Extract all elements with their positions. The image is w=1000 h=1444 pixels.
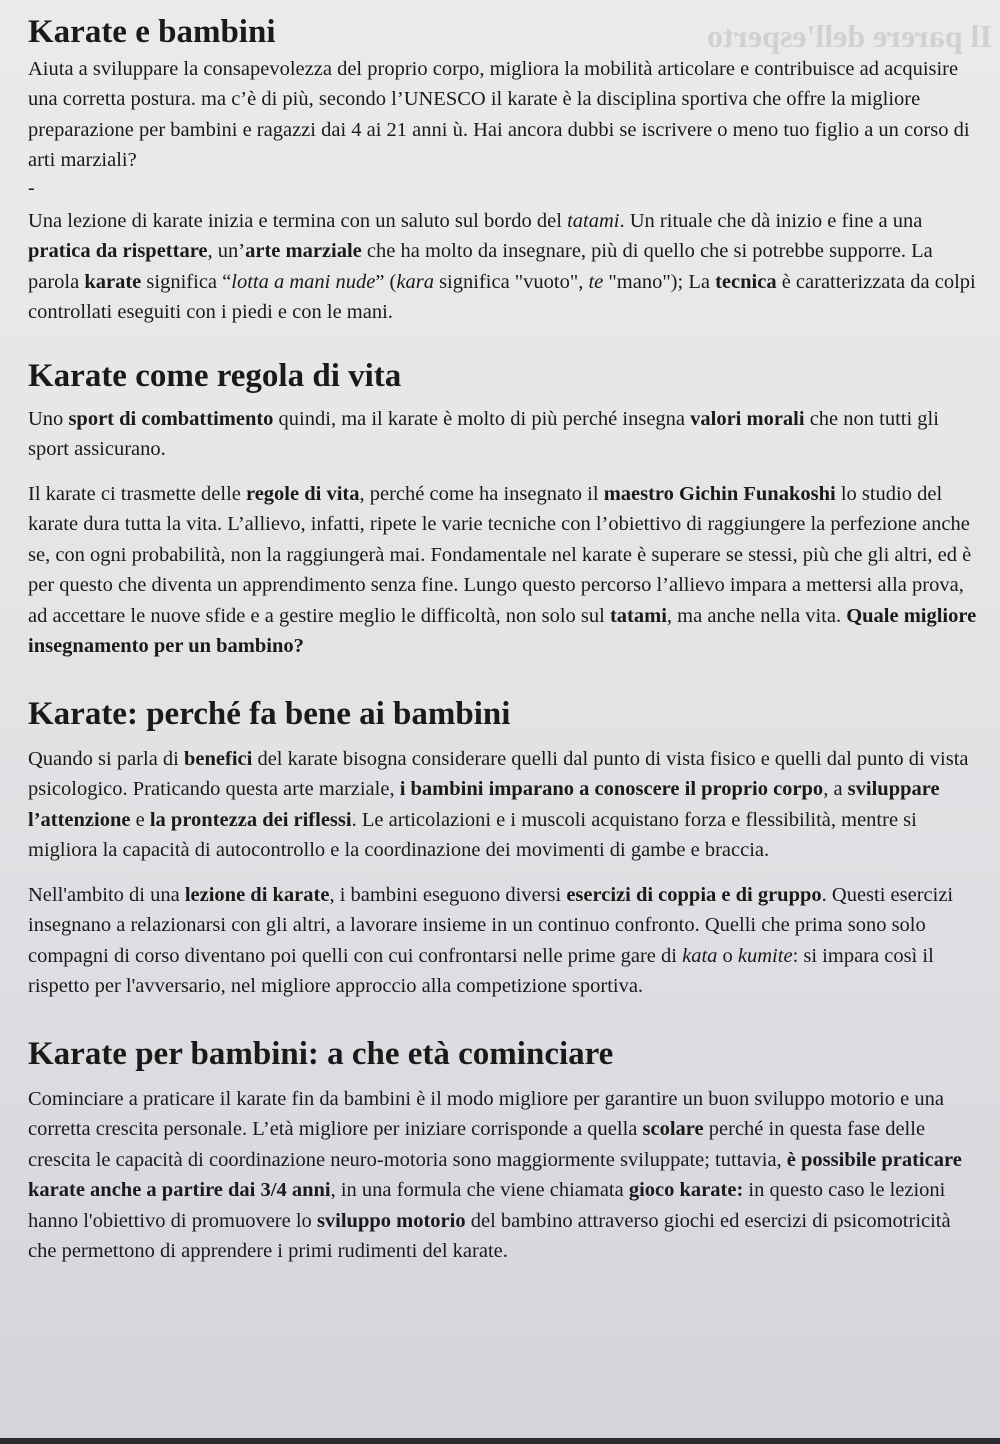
paragraph (28, 404, 980, 465)
section-title: Karate come regola di vita (28, 357, 402, 394)
text-run: Aiuta a sviluppare la consapevolezza del proprio corpo, migliora la mobilità articolare e contribuisce ad acquisire una corretta postura. ma c’è di più, secondo l’UNESCO il karate è la disciplina sportiva che offre la migliore preparazione per bambini e ragazzi dai 4 ai 21 anni ù. Hai ancora dubbi se iscrivere o meno tuo figlio a un corso di arti marziali? (28, 57, 970, 172)
text-run: significa “ (141, 270, 232, 293)
paragraph (28, 54, 980, 176)
bold-text: pratica da rispettare (28, 240, 208, 263)
section-karate-e-bambini (28, 14, 980, 328)
paragraph (28, 880, 980, 1002)
italic-text: kara (396, 270, 434, 293)
text-run: , i bambini eseguono diversi (329, 883, 567, 906)
bold-text: scolare (642, 1118, 704, 1141)
text-run: Una lezione di karate inizia e termina con un saluto sul bordo del (28, 209, 568, 232)
italic-text: kumite (737, 944, 793, 967)
bold-text: lezione di karate (184, 883, 330, 906)
bold-text: maestro Gichin Funakoshi (603, 482, 836, 505)
bold-text: sviluppo motorio (316, 1209, 466, 1232)
bold-text: tecnica (715, 270, 777, 293)
text-run: , a (823, 778, 848, 801)
bold-text: regole di vita (245, 482, 360, 505)
italic-text: tatami (567, 209, 620, 232)
text-run: , perché come ha insegnato il (359, 482, 604, 505)
text-run: quindi, ma il karate è molto di più perché insegna (273, 407, 691, 430)
text-run: o (717, 944, 738, 967)
section-perche-fa-bene (28, 696, 980, 1002)
text-run: in questo caso le lezioni hanno l'obiettivo di promuovere lo (28, 1179, 946, 1232)
text-run: . Le articolazioni e i muscoli acquistano forza e flessibilità, mentre si migliora la capacità di autocontrollo e la coordinazione dei movimenti di gambe e braccia. (28, 808, 917, 862)
text-run: del bambino attraverso giochi ed esercizi di psicomotricità che permettono di apprendere i primi rudimenti del karate. (28, 1209, 951, 1263)
paragraph (28, 206, 980, 328)
paragraph (28, 744, 980, 866)
text-run: . Un rituale che dà inizio e fine a una (619, 209, 923, 232)
bottom-edge (0, 1438, 1000, 1444)
bold-text: karate (84, 270, 142, 293)
text-run: e (130, 808, 150, 831)
text-run: che ha molto da insegnare, più di quello che si potrebbe supporre. La parola (28, 240, 933, 293)
text-run: Quando si parla di (28, 747, 184, 770)
dash-separator: - (28, 176, 35, 199)
section-title: Karate per bambini: a che età cominciare (28, 1035, 614, 1072)
bold-text: gioco karate: (628, 1179, 744, 1202)
paragraph (28, 1084, 980, 1267)
text-run: , ma anche nella vita. (666, 604, 847, 627)
bold-text: è possibile praticare karate anche a partire dai 3/4 anni (28, 1148, 962, 1202)
text-run: , in una formula che viene chiamata (330, 1179, 629, 1202)
bold-text: i bambini imparano a conoscere il proprio corpo (399, 778, 824, 801)
bold-text: arte marziale (245, 240, 362, 263)
text-run: Il karate ci trasmette delle (28, 482, 246, 505)
text-run: Cominciare a praticare il karate fin da bambini è il modo migliore per garantire un buon sviluppo motorio e una corretta crescita personale. L’età migliore per iniziare corrisponde a quella (28, 1087, 944, 1141)
article (28, 14, 980, 1267)
section-title: Karate e bambini (28, 14, 276, 50)
text-run: Nell'ambito di una (28, 883, 185, 906)
text-run: Uno (28, 407, 69, 430)
section-eta-cominciare (28, 1036, 980, 1267)
text-run: ” ( (375, 270, 397, 293)
text-run: perché in questa fase delle crescita le capacità di coordinazione neuro-motoria sono maggiormente sviluppate; tuttavia, (28, 1118, 926, 1171)
paragraph (28, 479, 980, 662)
text-run: . Questi esercizi insegnano a relazionarsi con gli altri, a lavorare insieme in un continuo confronto. Quelli che prima sono solo compagni di corso diventano poi quelli con cui confrontarsi nelle prime gare di (28, 883, 954, 967)
bold-text: Quale migliore insegnamento per un bambino? (28, 604, 977, 658)
bold-text: tatami (609, 604, 667, 627)
bold-text: la prontezza dei riflessi (149, 808, 352, 831)
bold-text: sviluppare l’attenzione (28, 778, 940, 831)
text-run: : si impara così il rispetto per l'avversario, nel migliore approccio alla competizione sportiva. (28, 944, 934, 998)
section-title: Karate: perché fa bene ai bambini (28, 695, 511, 732)
text-run: , un’ (207, 240, 246, 263)
italic-text: te (588, 270, 604, 293)
bold-text: esercizi di coppia e di gruppo (566, 883, 822, 906)
bold-text: valori morali (690, 407, 805, 430)
bold-text: sport di combattimento (68, 407, 274, 430)
text-run: che non tutti gli sport assicurano. (28, 407, 939, 461)
text-run: significa "vuoto", (433, 270, 589, 293)
bold-text: benefici (184, 747, 253, 770)
section-regola-di-vita (28, 358, 980, 662)
italic-text: kata (682, 944, 718, 967)
italic-text: lotta a mani nude (231, 270, 376, 293)
text-run: è caratterizzata da colpi controllati eseguiti con i piedi e con le mani. (28, 270, 976, 324)
text-run: lo studio del karate dura tutta la vita. L’allievo, infatti, ripete le varie tecniche con l’obiettivo di raggiungere la perfezione anche se, con ogni probabilità, non la raggiungerà mai. Fondamentale nel karate è superare se stessi, più che gli altri, ed è per questo che diventa un apprendimento senza fine. Lungo questo percorso l’allievo impara a mettersi alla prova, ad accettare le nuove sfide e a gestire meglio le difficoltà, non solo sul (28, 482, 972, 627)
text-run: "mano"); La (603, 270, 716, 293)
text-run: del karate bisogna considerare quelli dal punto di vista fisico e quelli dal punto di vista psicologico. Praticando questa arte marziale, (28, 747, 969, 801)
mirrored-background-heading: Il parere dell'esperto (707, 18, 992, 54)
